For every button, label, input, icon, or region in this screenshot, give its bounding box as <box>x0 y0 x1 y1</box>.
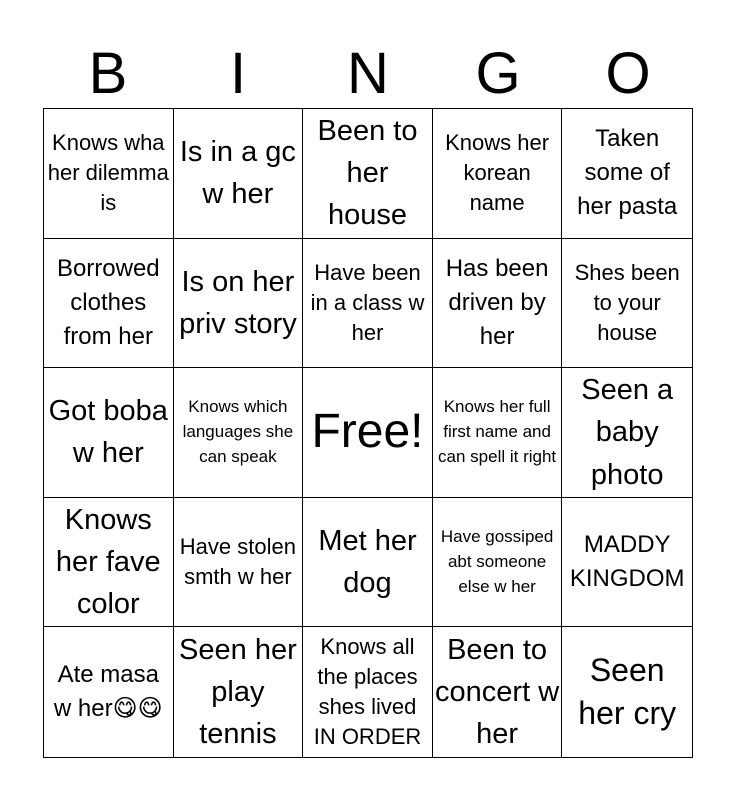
bingo-cell-r4-c5[interactable] <box>562 498 692 628</box>
cell-text: Seen a baby photo <box>581 374 674 491</box>
cell-text: Knows wha her dilemma is <box>47 130 169 216</box>
cell-text: Is in a gc w her <box>179 136 296 211</box>
cell-text: Borrowed clothes from her <box>56 254 160 350</box>
cell-text: Knows her fave color <box>55 504 161 621</box>
bingo-cell-r4-c4[interactable] <box>433 498 563 628</box>
cell-text: Taken some of her pasta <box>577 125 678 221</box>
bingo-cell-r4-c1[interactable] <box>44 498 174 628</box>
bingo-board <box>43 108 693 758</box>
cell-text: Knows her full first name and can spell it right <box>438 397 557 466</box>
header-letter-g: G <box>475 41 521 106</box>
bingo-cell-r5-c4[interactable] <box>433 627 563 757</box>
bingo-cell-free[interactable] <box>303 368 433 498</box>
bingo-cell-r5-c1[interactable] <box>44 627 174 757</box>
cell-text: MADDY KINGDOM <box>569 531 685 593</box>
bingo-cell-r1-c5[interactable] <box>562 109 692 239</box>
bingo-cell-r2-c3[interactable] <box>303 239 433 369</box>
bingo-cell-r2-c4[interactable] <box>433 239 563 369</box>
bingo-cell-r3-c2[interactable] <box>174 368 304 498</box>
cell-text: Knows all the places shes lived IN ORDER <box>313 633 422 750</box>
cell-text: Got boba w her <box>48 395 168 470</box>
cell-text: Have gossiped abt someone else w her <box>440 526 554 596</box>
bingo-cell-r5-c3[interactable] <box>303 627 433 757</box>
bingo-cell-r1-c1[interactable] <box>44 109 174 239</box>
bingo-cell-r5-c2[interactable] <box>174 627 304 757</box>
cell-text: Have stolen smth w her <box>179 533 296 590</box>
header-letter-n: N <box>347 41 389 106</box>
bingo-cell-r2-c1[interactable] <box>44 239 174 369</box>
cell-text: Shes been to your house <box>574 259 680 345</box>
bingo-cell-r4-c3[interactable] <box>303 498 433 628</box>
cell-text: Seen her cry <box>578 652 677 732</box>
cell-text: Ate masa w her😋😋 <box>53 661 163 723</box>
header-letter-b: B <box>88 41 128 106</box>
header-letter-i: I <box>229 41 247 106</box>
bingo-cell-r5-c5[interactable] <box>562 627 692 757</box>
cell-text: Has been driven by her <box>445 254 549 350</box>
bingo-cell-r1-c2[interactable] <box>174 109 304 239</box>
cell-text: Knows her korean name <box>445 130 550 216</box>
cell-text: Met her dog <box>318 525 417 600</box>
bingo-cell-r4-c2[interactable] <box>174 498 304 628</box>
cell-text: Is on her priv story <box>179 265 297 340</box>
cell-text: Have been in a class w her <box>310 259 425 345</box>
bingo-cell-r3-c5[interactable] <box>562 368 692 498</box>
bingo-header <box>43 40 693 108</box>
header-letter-o: O <box>605 41 651 106</box>
cell-text: Knows which languages she can speak <box>182 397 294 466</box>
cell-text: Seen her play tennis <box>179 634 297 751</box>
bingo-cell-r1-c3[interactable] <box>303 109 433 239</box>
bingo-cell-r1-c4[interactable] <box>433 109 563 239</box>
cell-text: Free! <box>311 405 424 459</box>
cell-text: Been to her house <box>317 115 418 232</box>
bingo-cell-r3-c1[interactable] <box>44 368 174 498</box>
bingo-cell-r2-c5[interactable] <box>562 239 692 369</box>
cell-text: Been to concert w her <box>435 634 560 751</box>
bingo-cell-r3-c4[interactable] <box>433 368 563 498</box>
bingo-cell-r2-c2[interactable] <box>174 239 304 369</box>
